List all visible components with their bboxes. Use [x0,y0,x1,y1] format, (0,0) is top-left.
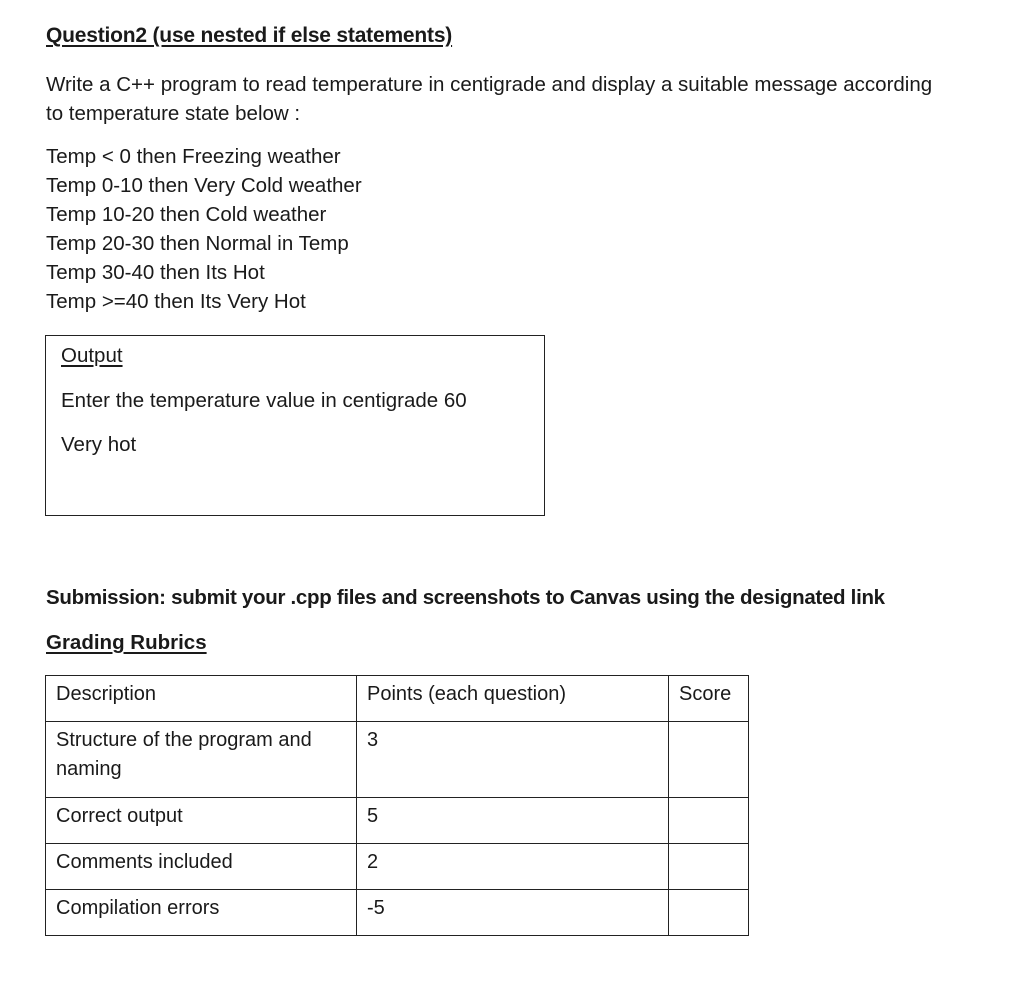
temp-rule-normal: Temp 20-30 then Normal in Temp [46,232,349,255]
rubric-header-description: Description [46,676,357,722]
rubric-description-cell: Compilation errors [46,890,357,936]
rubric-points-cell: 2 [357,844,669,890]
rubric-description-cell: Structure of the program and naming [46,722,357,798]
rubric-points-cell: 3 [357,722,669,798]
temperature-rules-list [46,142,362,316]
submission-instructions: Submission: submit your .cpp files and screenshots to Canvas using the designated link [46,586,885,609]
rubric-score-cell [669,798,749,844]
rubric-heading: Grading Rubrics [46,631,207,654]
rubric-score-cell [669,844,749,890]
output-box [45,335,545,516]
temp-rule-very-hot: Temp >=40 then Its Very Hot [46,290,306,313]
question-prompt: Write a C++ program to read temperature in centigrade and display a suitable message according to temperature state below : [46,73,933,125]
rubric-score-cell [669,722,749,798]
table-row [46,844,749,890]
table-row [46,890,749,936]
temp-rule-freezing: Temp < 0 then Freezing weather [46,145,341,168]
output-prompt-line: Enter the temperature value in centigrade 60 [61,389,467,412]
rubric-points-cell: 5 [357,798,669,844]
temp-rule-cold: Temp 10-20 then Cold weather [46,203,327,226]
rubric-description-cell: Correct output [46,798,357,844]
rubric-description-cell: Comments included [46,844,357,890]
rubric-table [45,675,749,936]
temp-rule-hot: Temp 30-40 then Its Hot [46,261,265,284]
rubric-header-score: Score [669,676,749,722]
rubric-score-cell [669,890,749,936]
table-row [46,722,749,798]
rubric-header-row [46,676,749,722]
question-heading: Question2 (use nested if else statements) [46,24,453,47]
rubric-points-cell: -5 [357,890,669,936]
temp-rule-very-cold: Temp 0-10 then Very Cold weather [46,174,362,197]
output-result-line: Very hot [61,433,137,456]
rubric-header-points: Points (each question) [357,676,669,722]
output-title: Output [61,344,123,367]
table-row [46,798,749,844]
